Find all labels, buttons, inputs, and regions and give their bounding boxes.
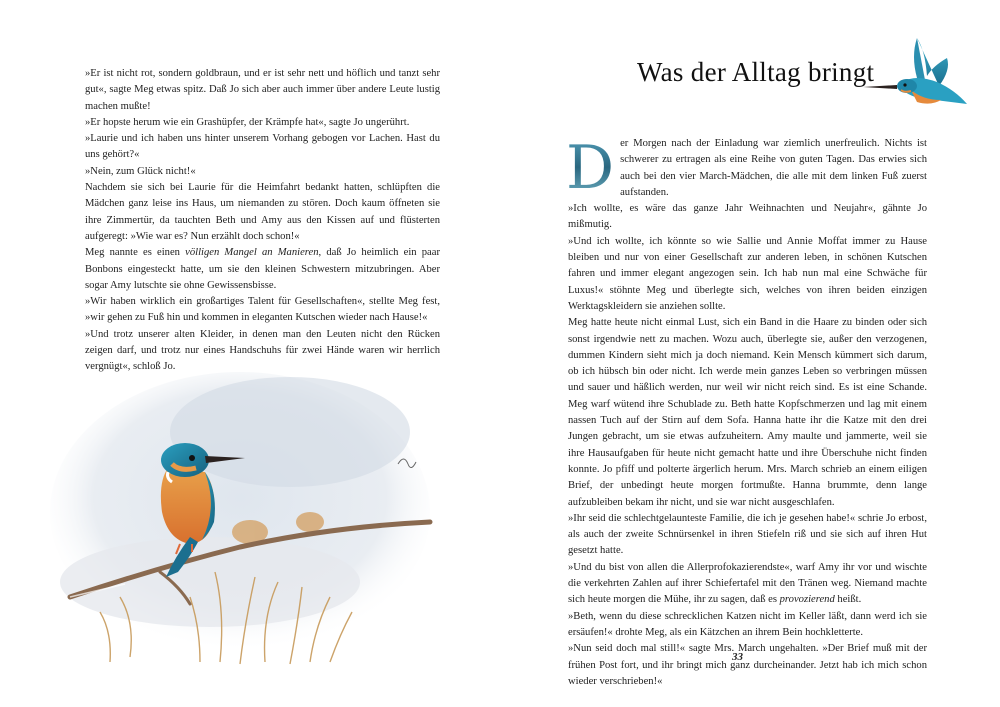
drop-cap: D xyxy=(566,133,615,203)
emphasis: völligen Mangel an Manieren xyxy=(185,247,319,259)
right-page-text xyxy=(566,133,927,690)
paragraph: »Wir haben wirklich ein großartiges Talent für Gesellschaften«, stellte Meg fest, »wir gehen zu Fuß hin und kommen in eleganten Kutschen wieder nach Hause!« xyxy=(85,296,440,324)
paragraph-with-emphasis: Meg nannte es einen völligen Mangel an Manieren, daß Jo heimlich ein paar Bonbons eingesteckt hatte, um sie den kleinen Schwestern mitzubringen. Aber sogar Amy lutschte sie ohne Gewissensbisse. xyxy=(85,247,440,291)
left-page-text xyxy=(85,66,440,376)
chapter-title: Was der Alltag bringt xyxy=(637,57,875,87)
paragraph: »Und ich wollte, ich könnte so wie Sallie und Annie Moffat immer zu Hause bleiben und nur von einer Gesellschaft zur anderen leben, in schönen Kutschen fahren und immer elegant angezogen sein. Ich hab nun mal eine Schwäche für Luxus!« stöhnte Meg und überlegte sich, welches von ihren beiden einzigen Werktagskleidern sie anziehen sollte. xyxy=(568,235,927,312)
opening-paragraph: D er Morgen nach der Einladung war ziemlich unerfreulich. Nichts ist schwerer zu ertragen als eine Reihe von guten Tagen. Das erwies sich auch bei den vier March-Mädchen, die alle mit dem linken Fuß zuerst aufstanden. xyxy=(566,133,927,203)
right-page xyxy=(500,0,1000,707)
page-number: 33 xyxy=(732,651,743,663)
paragraph: »Er hopste herum wie ein Grashüpfer, der Krämpfe hat«, sagte Jo ungerührt. xyxy=(85,116,410,128)
flying-kingfisher-illustration xyxy=(855,30,973,120)
emphasis: provozierend xyxy=(779,594,835,606)
paragraph: »Beth, wenn du diese schrecklichen Katzen nicht im Keller läßt, dann werd ich sie ersäufen!« drohte Meg, als ein Kätzchen an ihrem Bein hochkletterte. xyxy=(568,610,927,638)
paragraph: »Nun seid doch mal still!« sagte Mrs. March ungehalten. »Der Brief muß mit der frühen Post fort, und ihr bringt mich ganz durcheinander. Jetzt hab ich mich schon wieder verschrieben!« xyxy=(568,643,927,687)
paragraph: »Nein, zum Glück nicht!« xyxy=(85,165,196,177)
paragraph: »Er ist nicht rot, sondern goldbraun, und er ist sehr nett und höflich und tanzt sehr gut«, sagte Meg etwas spitz. Daß Jo sich aber auch immer über andere Leute lustig machen mußte! xyxy=(85,68,440,112)
paragraph: Nachdem sie sich bei Laurie für die Heimfahrt bedankt hatten, schlüpften die Mädchen ganz leise ins Haus, um niemanden zu stören. Doch kaum öffneten sie ihre Zimmertür, da tauchten Beth und Amy aus den Kissen auf und flüsterten aufgeregt: »Wie war es? Nun erzählt doch schon!« xyxy=(85,182,440,242)
paragraph-with-emphasis: »Und du bist von allen die Allerprofokazierendste«, warf Amy ihr vor und wischte die verkehrten Zahlen auf ihrer Schiefertafel mit den Tränen weg. Niemand machte sich heute morgen die Mühe, ihr zu sagen, daß es provozierend heißt. xyxy=(568,561,927,606)
paragraph: »Ich wollte, es wäre das ganze Jahr Weihnachten und Neujahr«, gähnte Jo mißmutig. xyxy=(568,203,927,231)
paragraph: »Laurie und ich haben uns hinter unserem Vorhang gebogen vor Lachen. Hast du uns gehört?« xyxy=(85,133,440,161)
paragraph: Meg hatte heute nicht einmal Lust, sich ein Band in die Haare zu binden oder sich sonst irgendwie nett zu machen. Wozu auch, überlegte sie, außer den verzogenen, dummen Kindern sieht mich ja doch niemand. Kein Mensch kümmert sich darum, ob ich hübsch bin oder nicht. Ich werde mein ganzes Leben so verbringen müssen und sauer und häßlich werden, nur weil wir nicht reich sind. Es ist eine Schande. Meg warf wütend ihre Schublade zu. Beth hatte Kopfschmerzen und lag mit einem nassen Tuch auf der Stirn auf dem Sofa. Hanna hatte ihr die Katze mit den drei Jungen gebracht, um sie etwas aufzuheitern. Amy maulte und jammerte, weil sie ihre Hausaufgaben für heute nicht gemacht hatte und ihre Überschuhe nicht finden konnte. Jo pfiff und polterte ärgerlich herum. Mrs. March schrieb an einem eiligen Brief, der unbedingt heute morgen fortmußte. Hanna brummte, denn lange aufzubleiben bekam ihr nicht, und sie war nicht ausgeschlafen. xyxy=(568,317,927,508)
perched-kingfisher-illustration xyxy=(40,372,440,672)
paragraph: »Und trotz unserer alten Kleider, in denen man den Leuten nicht den Rücken zeigen darf, und trotz nur eines Handschuhs für zwei Hände waren wir herrlich vergnügt«, schloß Jo. xyxy=(85,328,440,373)
paragraph: »Ihr seid die schlechtgelaunteste Familie, die ich je gesehen habe!« schrie Jo erbost, als auch der zweite Schnürsenkel in ihren Stiefeln riß und sie sich auf ihren Hut gesetzt hatte. xyxy=(568,512,927,557)
